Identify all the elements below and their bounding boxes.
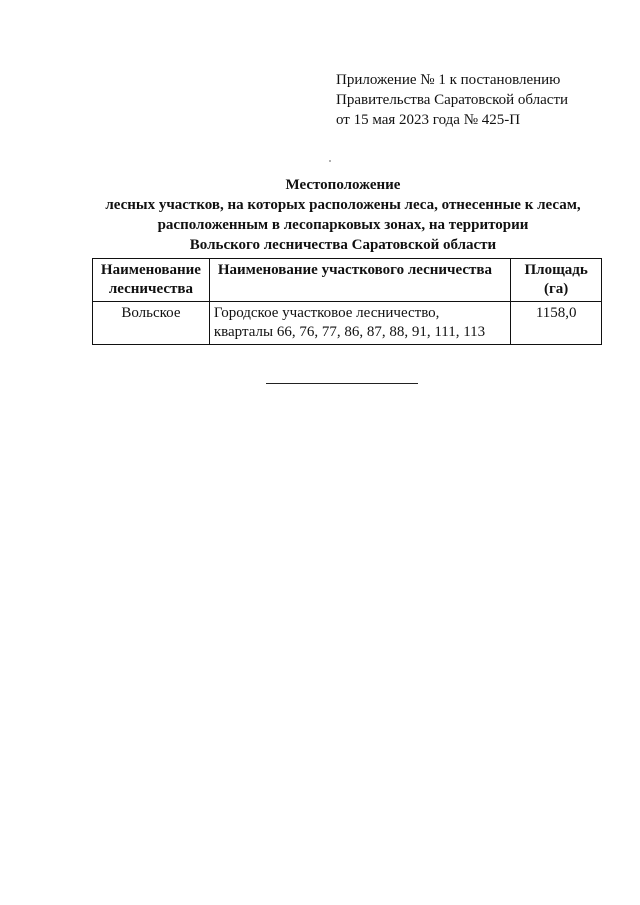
header-district: Наименование участкового лесничества	[209, 259, 510, 302]
cell-district-line1: Городское участковое лесничество,	[213, 305, 440, 321]
closing-separator-line	[266, 383, 418, 384]
cell-forestry: Вольское	[93, 302, 210, 345]
cell-district	[209, 302, 510, 345]
cell-area: 1158,0	[511, 302, 602, 345]
table-row	[93, 302, 602, 345]
cell-district-line2: кварталы 66, 76, 77, 86, 87, 88, 91, 111, 113	[213, 324, 486, 340]
title-line: лесных участков, на которых расположены леса, отнесенные к лесам,	[105, 197, 581, 213]
header-forestry-line1: Наименование	[100, 262, 201, 278]
header-forestry-line2: лесничества	[108, 281, 193, 297]
title-line: Вольского лесничества Саратовской области	[189, 237, 497, 253]
header-area	[511, 259, 602, 302]
appendix-line: Приложение № 1 к постановлению	[336, 72, 561, 88]
table-header-row	[93, 259, 602, 302]
document-title	[60, 175, 626, 255]
forest-plots-table	[92, 258, 602, 345]
appendix-line: от 15 мая 2023 года № 425-П	[336, 112, 521, 128]
scan-speck	[329, 160, 331, 162]
table-body	[93, 302, 602, 345]
header-area-line1: Площадь	[524, 262, 588, 278]
header-area-line2: (га)	[544, 281, 569, 297]
header-forestry	[93, 259, 210, 302]
appendix-line: Правительства Саратовской области	[336, 92, 569, 108]
appendix-reference	[336, 70, 616, 130]
title-line: Местоположение	[285, 177, 401, 193]
title-line: расположенным в лесопарковых зонах, на территории	[157, 217, 529, 233]
